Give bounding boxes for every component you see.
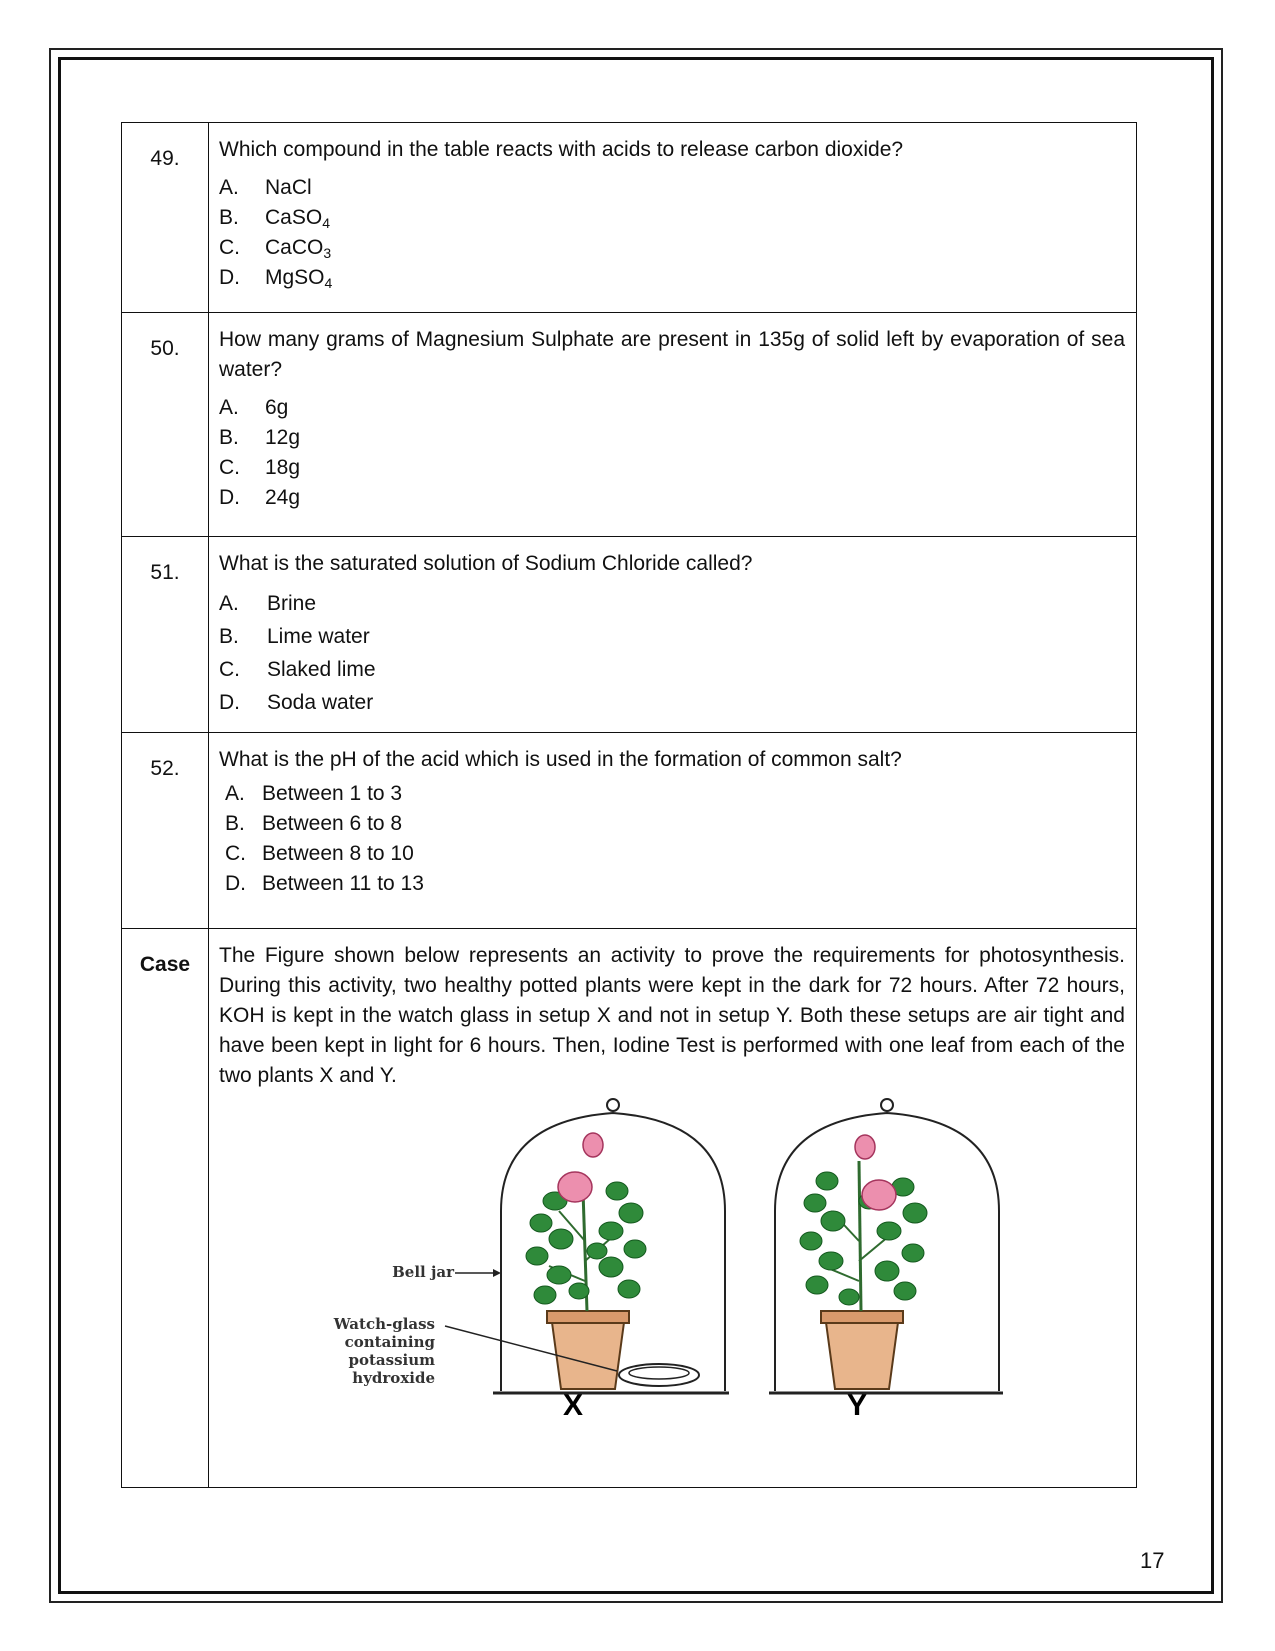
option-letter: A. (219, 396, 239, 419)
case-text: The Figure shown below represents an activity to prove the requirements for photosynthesis. During this activity, two healthy potted plants were kept in the dark for 72 hours. After 72 hours, KOH is kept in the watch glass in setup X and not in setup Y. Both these setups are air tight and have been kept in light for 6 hours. Then, Iodine Test is performed with one leaf from each of the two plants X and Y. (219, 944, 1125, 1087)
question-text: What is the saturated solution of Sodium Chloride called? (219, 552, 753, 575)
option-letter: C. (219, 658, 240, 681)
case-body (209, 929, 1137, 1488)
option-c (219, 453, 1125, 483)
option-text: Lime water (267, 625, 370, 648)
question-text: How many grams of Magnesium Sulphate are present in 135g of solid left by evaporation of sea water? (219, 328, 1125, 381)
option-a (219, 587, 1125, 620)
option-letter: D. (219, 691, 240, 714)
option-letter: C. (219, 456, 240, 479)
option-b (219, 423, 1125, 453)
option-text: Between 8 to 10 (262, 842, 414, 865)
option-letter: D. (219, 266, 240, 289)
question-number: 49. (122, 123, 209, 313)
question-row-52 (122, 733, 1137, 929)
option-text: Brine (267, 592, 317, 615)
question-text: Which compound in the table reacts with acids to release carbon dioxide? (219, 138, 904, 161)
option-b (219, 620, 1125, 653)
option-c (219, 839, 1125, 869)
option-d (219, 263, 1125, 293)
option-letter: B. (225, 812, 245, 835)
option-text: MgSO$_4$ (265, 266, 333, 291)
option-letter: C. (219, 236, 240, 259)
option-text: Between 11 to 13 (262, 872, 424, 895)
option-letter: C. (225, 842, 246, 865)
option-letter: B. (219, 625, 239, 648)
question-body (209, 123, 1137, 313)
option-text: 18g (265, 456, 301, 479)
subscript: 3 (323, 245, 332, 261)
option-c (219, 233, 1125, 263)
option-c (219, 653, 1125, 686)
option-b (219, 809, 1125, 839)
question-body (209, 313, 1137, 537)
question-number: 51. (122, 537, 209, 733)
question-row-49 (122, 123, 1137, 313)
option-d (219, 686, 1125, 719)
question-text: What is the pH of the acid which is used in the formation of common salt? (219, 748, 902, 771)
option-letter: B. (219, 206, 239, 229)
watch-glass-label: Watch-glass containing potassium hydroxide (333, 1315, 435, 1387)
question-body (209, 537, 1137, 733)
option-a (219, 779, 1125, 809)
option-letter: D. (225, 872, 246, 895)
question-row-51 (122, 537, 1137, 733)
potted-plant-x (526, 1133, 646, 1389)
option-text: CaSO$_4$ (265, 206, 330, 231)
option-text: NaCl (265, 176, 312, 199)
option-letter: A. (219, 592, 239, 615)
option-text: 12g (265, 426, 301, 449)
watch-glass (619, 1364, 699, 1386)
option-a (219, 393, 1125, 423)
option-letter: A. (219, 176, 239, 199)
option-text: Between 6 to 8 (262, 812, 403, 835)
bell-jar-figure (219, 1091, 1125, 1475)
setup-y-label: Y (847, 1389, 868, 1422)
subscript: 4 (324, 275, 333, 291)
question-body (209, 733, 1137, 929)
option-text: CaCO$_3$ (265, 236, 332, 261)
option-a (219, 173, 1125, 203)
option-letter: A. (225, 782, 245, 805)
page-number: 17 (1140, 1548, 1165, 1573)
option-text: Soda water (267, 691, 374, 714)
case-label: Case (122, 929, 209, 1488)
question-number: 52. (122, 733, 209, 929)
option-letter: D. (219, 486, 240, 509)
option-text: 24g (265, 486, 301, 509)
option-letter: B. (219, 426, 239, 449)
case-row (122, 929, 1137, 1488)
option-d (219, 869, 1125, 899)
subscript: 4 (322, 215, 330, 231)
question-row-50 (122, 313, 1137, 537)
option-b (219, 203, 1125, 233)
option-d (219, 483, 1125, 513)
bell-jar-label: Bell jar (392, 1263, 454, 1281)
setup-x-label: X (563, 1389, 584, 1422)
option-text: 6g (265, 396, 289, 419)
question-table (121, 122, 1137, 1488)
bell-jar-diagram (219, 1091, 1119, 1475)
potted-plant-y (800, 1135, 927, 1389)
option-text: Between 1 to 3 (262, 782, 403, 805)
option-text: Slaked lime (267, 658, 376, 681)
question-number: 50. (122, 313, 209, 537)
